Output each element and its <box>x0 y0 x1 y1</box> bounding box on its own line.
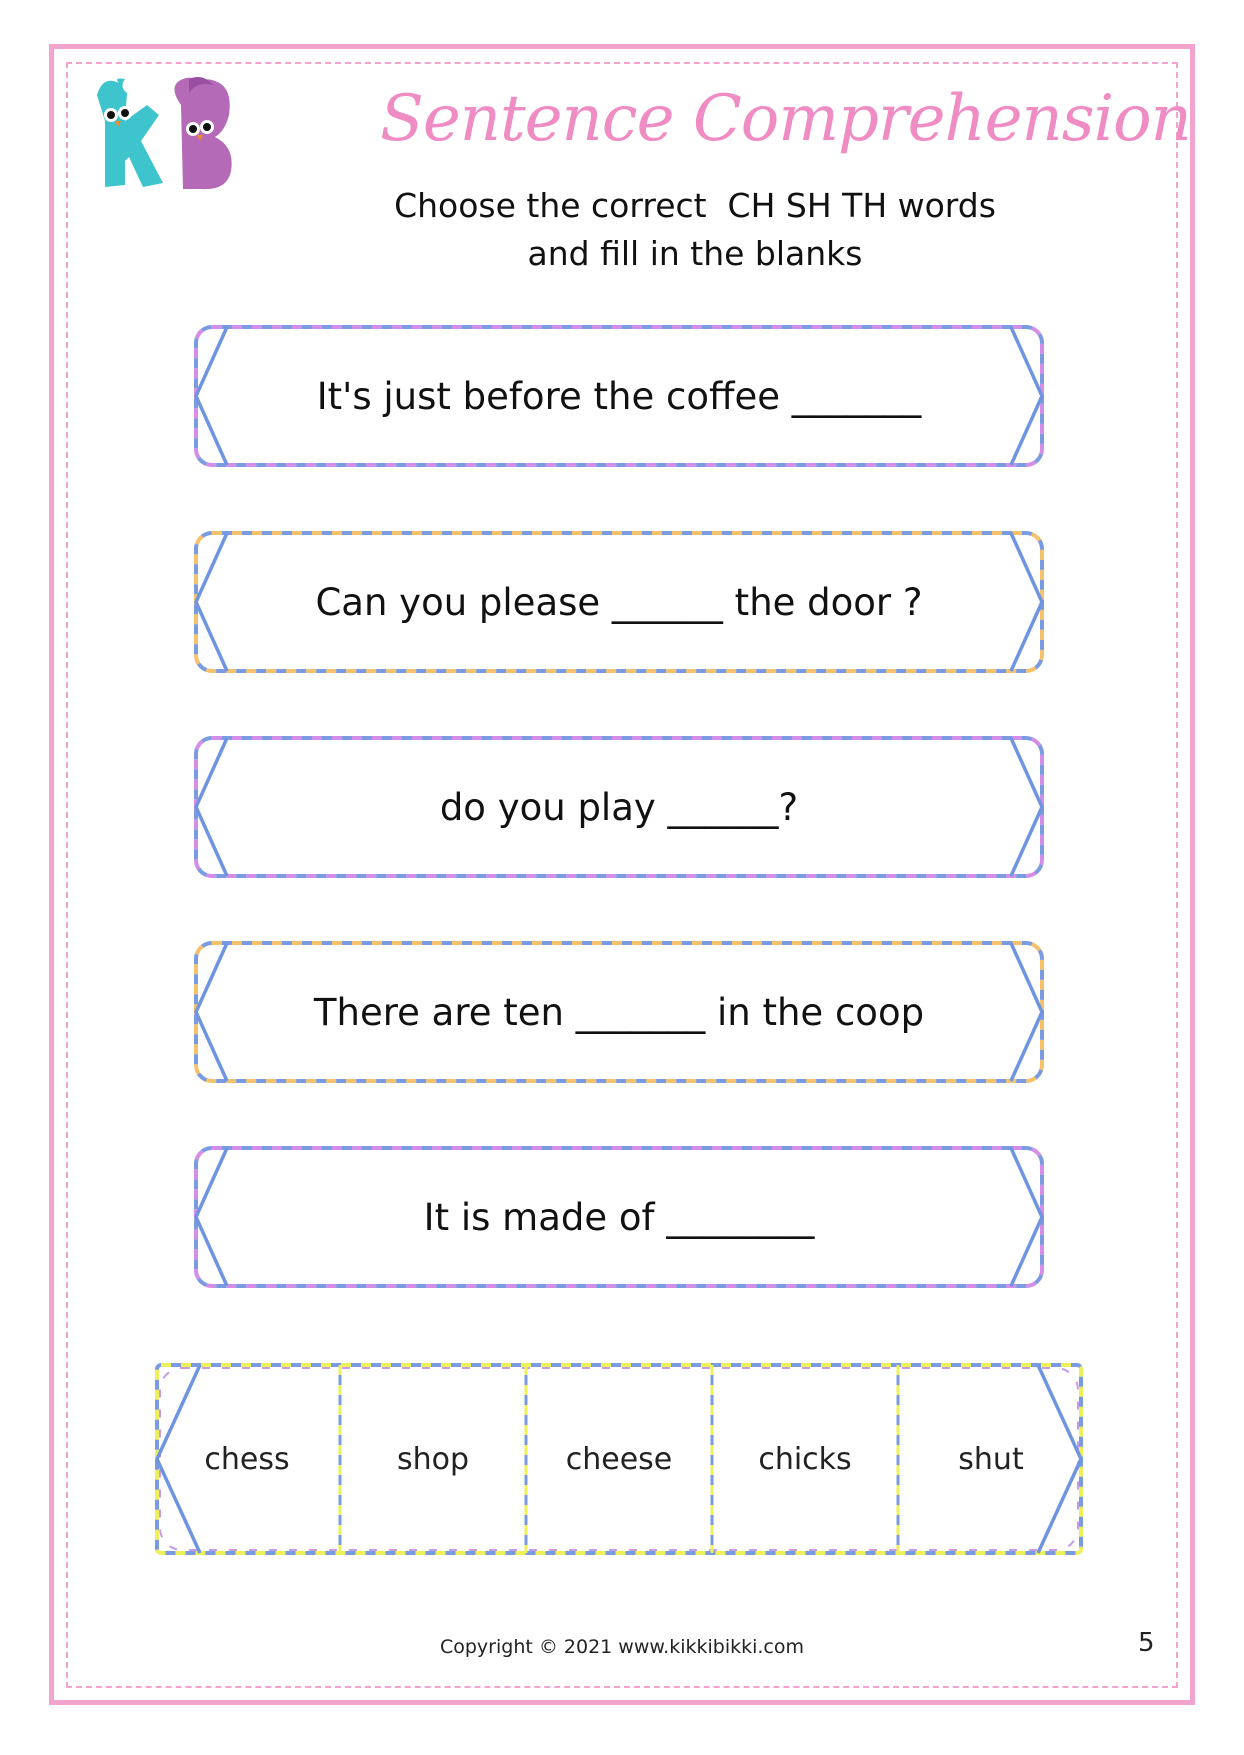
instructions-line-2: and fill in the blanks <box>527 234 863 273</box>
word-bank <box>154 1362 1084 1556</box>
kb-logo <box>85 75 250 215</box>
sentence-text: There are ten _______ in the coop <box>313 990 925 1034</box>
page-number: 5 <box>1138 1628 1155 1658</box>
sentence-text: do you play ______? <box>439 785 799 829</box>
word-bank-item-cheese: cheese <box>565 1441 673 1477</box>
instructions-line-1: Choose the correct CH SH TH words <box>394 186 996 225</box>
copyright-text: Copyright © 2021 www.kikkibikki.com <box>439 1636 805 1658</box>
sentence-card-2 <box>193 530 1045 674</box>
sentence-text: It is made of ________ <box>423 1195 815 1239</box>
sentence-card-3 <box>193 735 1045 879</box>
word-bank-item-shop: shop <box>396 1441 470 1477</box>
word-bank-item-chicks: chicks <box>758 1441 852 1477</box>
page-title: Sentence Comprehension <box>380 82 1191 156</box>
instructions <box>340 182 1050 278</box>
sentence-card-1 <box>193 324 1045 468</box>
sentence-text: Can you please ______ the door ? <box>315 580 923 624</box>
sentence-card-4 <box>193 940 1045 1084</box>
word-bank-item-shut: shut <box>958 1441 1024 1477</box>
word-bank-item-chess: chess <box>204 1441 290 1477</box>
sentence-card-5 <box>193 1145 1045 1289</box>
sentence-text: It's just before the coffee _______ <box>316 374 922 418</box>
